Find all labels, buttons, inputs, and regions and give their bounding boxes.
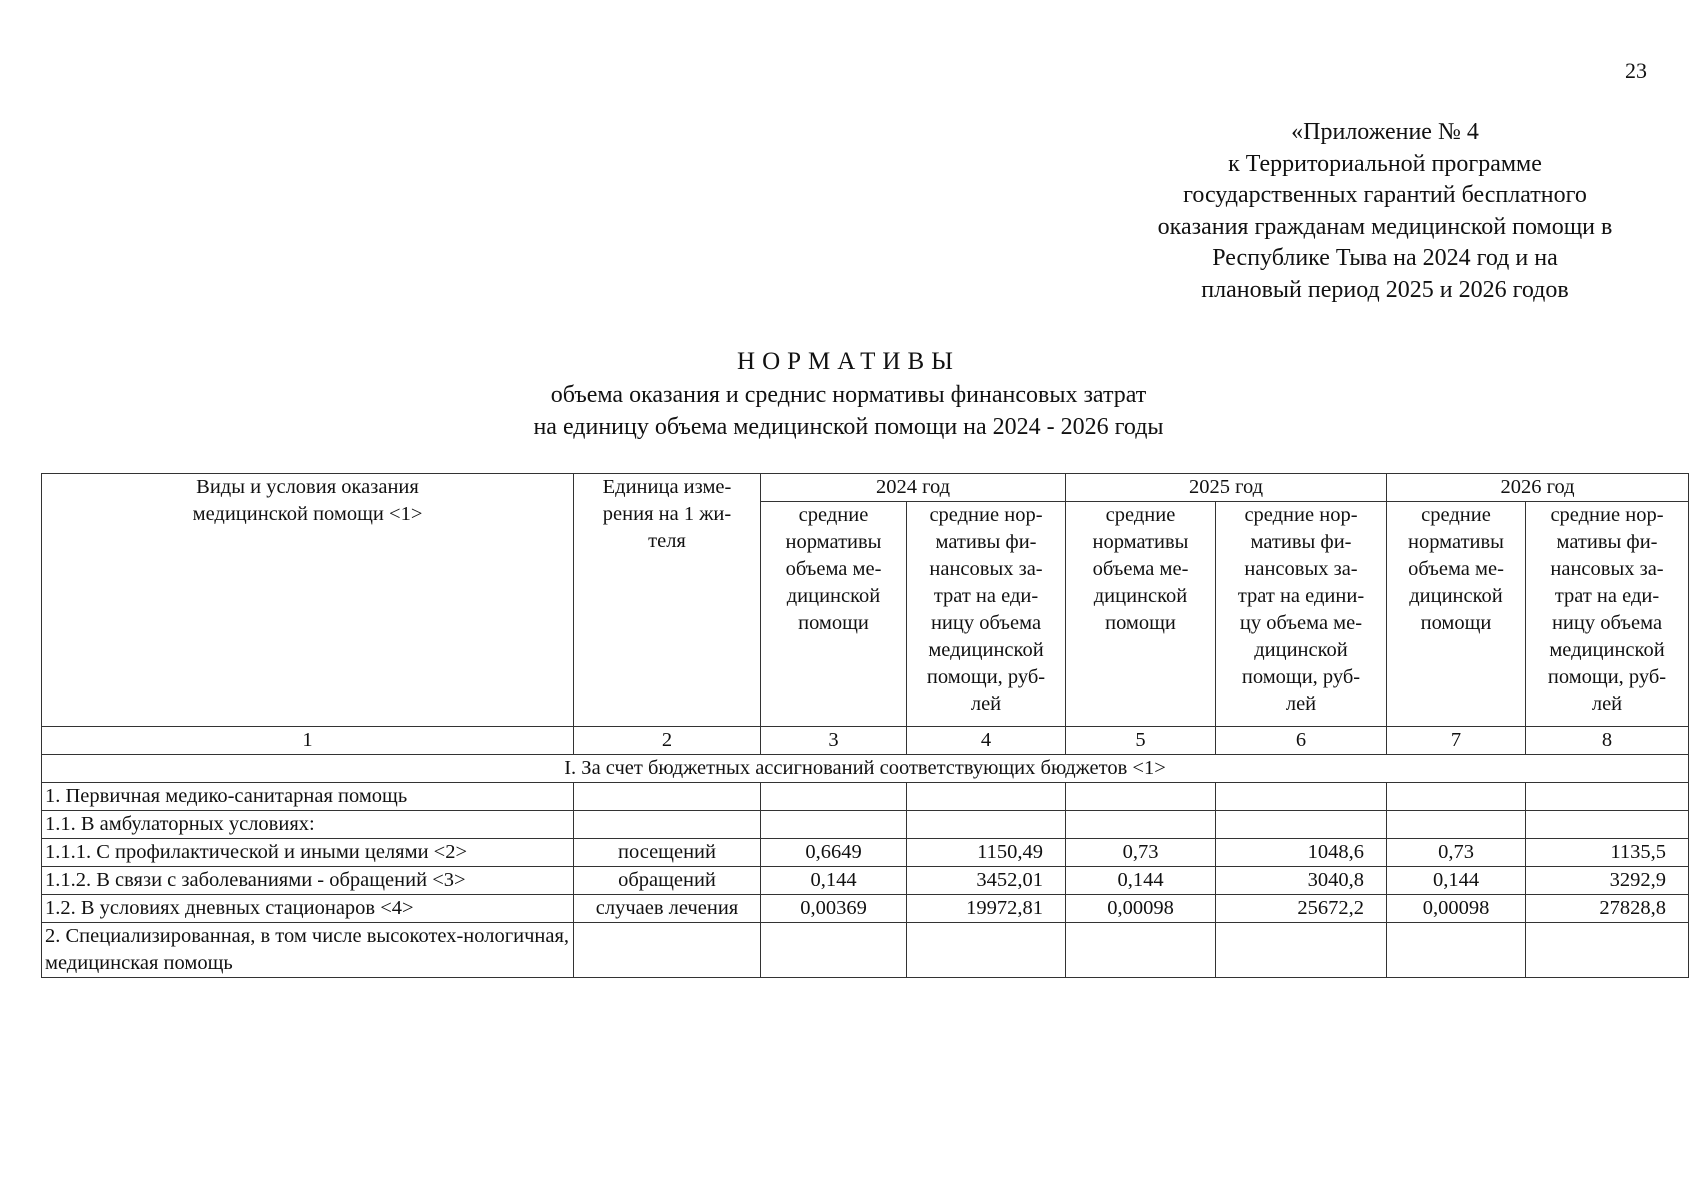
header-row-years [42, 474, 1689, 502]
header-finance-2026: средние нор-мативы фи-нансовых за-трат на еди-ницу объема медицинской помощи, руб-лей [1526, 502, 1689, 727]
column-number: 8 [1526, 727, 1689, 755]
cell-finance-2025 [1216, 811, 1387, 839]
row-unit [574, 811, 761, 839]
row-name: 1. Первичная медико-санитарная помощь [42, 783, 574, 811]
row-name: 1.1.2. В связи с заболеваниями - обращений <3> [42, 867, 574, 895]
cell-volume-2024 [761, 923, 907, 978]
column-number: 7 [1387, 727, 1526, 755]
cell-volume-2025 [1066, 811, 1216, 839]
header-year-2025: 2025 год [1066, 474, 1387, 502]
cell-volume-2026 [1387, 923, 1526, 978]
table-row [42, 783, 1689, 811]
page-number: 23 [1625, 58, 1647, 83]
column-number: 3 [761, 727, 907, 755]
cell-volume-2025 [1066, 923, 1216, 978]
row-name: 1.2. В условиях дневных стационаров <4> [42, 895, 574, 923]
row-name: 1.1.1. С профилактической и иными целями <2> [42, 839, 574, 867]
row-name: 2. Специализированная, в том числе высокотех-нологичная, медицинская помощь [42, 923, 574, 978]
cell-volume-2025 [1066, 783, 1216, 811]
cell-finance-2026: 27828,8 [1526, 895, 1689, 923]
document-title [0, 345, 1697, 443]
annex-line: Республике Тыва на 2024 год и на [1212, 245, 1558, 271]
cell-finance-2025: 25672,2 [1216, 895, 1387, 923]
header-volume-2024: средние нормативы объема ме-дицинской помощи [761, 502, 907, 727]
cell-finance-2025 [1216, 783, 1387, 811]
cell-volume-2026 [1387, 783, 1526, 811]
annex-line: государственных гарантий бесплатного [1183, 182, 1587, 208]
cell-finance-2026 [1526, 783, 1689, 811]
header-year-2024: 2024 год [761, 474, 1066, 502]
header-types-conditions: Виды и условия оказания медицинской помощи <1> [42, 474, 574, 727]
section-row [42, 755, 1689, 783]
section-title: I. За счет бюджетных ассигнований соответствующих бюджетов <1> [42, 755, 1689, 783]
header-year-2026: 2026 год [1387, 474, 1689, 502]
table-row [42, 895, 1689, 923]
cell-finance-2024: 19972,81 [907, 895, 1066, 923]
table-row [42, 867, 1689, 895]
cell-finance-2025: 3040,8 [1216, 867, 1387, 895]
cell-finance-2026: 1135,5 [1526, 839, 1689, 867]
table-row [42, 839, 1689, 867]
cell-finance-2026 [1526, 811, 1689, 839]
column-number: 6 [1216, 727, 1387, 755]
cell-finance-2026 [1526, 923, 1689, 978]
column-number: 4 [907, 727, 1066, 755]
cell-volume-2026: 0,73 [1387, 839, 1526, 867]
column-number: 5 [1066, 727, 1216, 755]
cell-finance-2024 [907, 923, 1066, 978]
row-unit: случаев лечения [574, 895, 761, 923]
title-main: НОРМАТИВЫ [737, 348, 960, 375]
norms-table [41, 473, 1689, 978]
title-subtitle-line2: на единицу объема медицинской помощи на 2024 - 2026 годы [533, 414, 1164, 440]
cell-volume-2024: 0,6649 [761, 839, 907, 867]
cell-finance-2025: 1048,6 [1216, 839, 1387, 867]
cell-volume-2026: 0,144 [1387, 867, 1526, 895]
annex-block [1100, 117, 1670, 306]
cell-finance-2024: 1150,49 [907, 839, 1066, 867]
header-volume-2026: средние нормативы объема ме-дицинской помощи [1387, 502, 1526, 727]
annex-line: «Приложение № 4 [1291, 119, 1479, 145]
cell-volume-2024 [761, 783, 907, 811]
annex-line: плановый период 2025 и 2026 годов [1201, 276, 1569, 303]
cell-volume-2024 [761, 811, 907, 839]
cell-volume-2025: 0,144 [1066, 867, 1216, 895]
header-unit: Единица изме-рения на 1 жи-теля [574, 474, 761, 727]
cell-finance-2025 [1216, 923, 1387, 978]
column-number: 2 [574, 727, 761, 755]
row-unit: посещений [574, 839, 761, 867]
cell-volume-2024: 0,00369 [761, 895, 907, 923]
annex-line: оказания гражданам медицинской помощи в [1157, 213, 1613, 240]
cell-finance-2026: 3292,9 [1526, 867, 1689, 895]
cell-finance-2024 [907, 811, 1066, 839]
row-unit [574, 923, 761, 978]
header-finance-2024: средние нор-мативы фи-нансовых за-трат на еди-ницу объема медицинской помощи, руб-лей [907, 502, 1066, 727]
column-number: 1 [42, 727, 574, 755]
cell-volume-2026 [1387, 811, 1526, 839]
header-volume-2025: средние нормативы объема ме-дицинской помощи [1066, 502, 1216, 727]
header-finance-2025: средние нор-мативы фи-нансовых за-трат на едини-цу объема ме-дицинской помощи, руб-лей [1216, 502, 1387, 727]
cell-volume-2025: 0,73 [1066, 839, 1216, 867]
row-unit: обращений [574, 867, 761, 895]
row-unit [574, 783, 761, 811]
cell-finance-2024 [907, 783, 1066, 811]
cell-volume-2026: 0,00098 [1387, 895, 1526, 923]
cell-volume-2024: 0,144 [761, 867, 907, 895]
column-number-row [42, 727, 1689, 755]
cell-volume-2025: 0,00098 [1066, 895, 1216, 923]
cell-finance-2024: 3452,01 [907, 867, 1066, 895]
table-row [42, 811, 1689, 839]
annex-line: к Территориальной программе [1228, 150, 1542, 177]
row-name: 1.1. В амбулаторных условиях: [42, 811, 574, 839]
title-subtitle-line1: объема оказания и среднис нормативы финансовых затрат [550, 382, 1147, 408]
table-row [42, 923, 1689, 978]
